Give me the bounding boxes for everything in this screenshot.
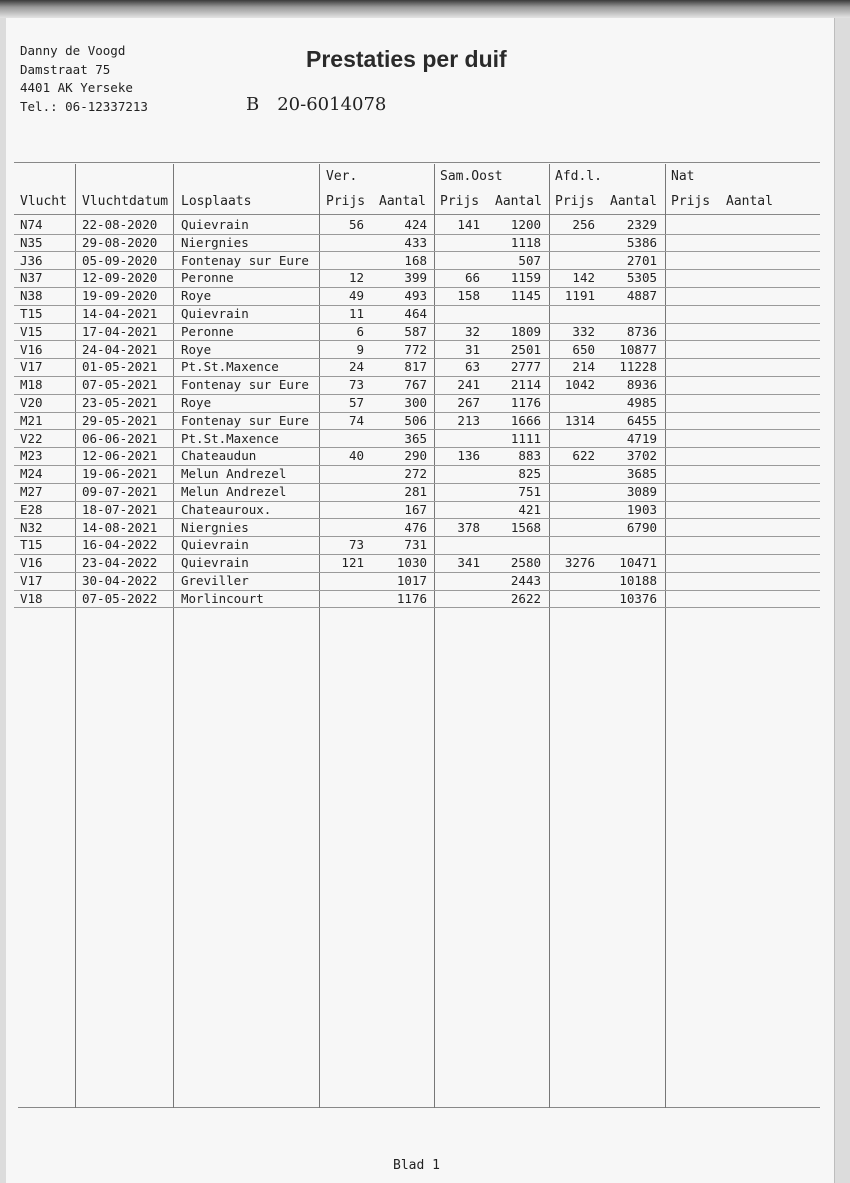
table-cell-sam-prijs: 241 — [457, 377, 480, 393]
table-cell-vlucht: N74 — [20, 217, 43, 232]
table-cell-ver-prijs: 74 — [348, 412, 364, 428]
table-cell-losplaats: Fontenay sur Eure — [181, 252, 309, 268]
table-cell-sam-prijs: 136 — [457, 448, 480, 464]
table-top-rule — [14, 162, 820, 163]
table-cell-ver-aantal: 817 — [404, 359, 427, 375]
table-cell-sam-aantal: 421 — [518, 501, 541, 517]
table-cell-datum: 29-05-2021 — [82, 412, 158, 428]
table-cell-ver-aantal: 1030 — [396, 555, 427, 571]
table-cell-datum: 24-04-2021 — [82, 341, 158, 357]
table-cell-sam-aantal: 507 — [518, 252, 541, 268]
table-cell-sam-prijs: 32 — [464, 323, 480, 339]
table-cell-ver-prijs: 57 — [348, 395, 364, 410]
page-title: Prestaties per duif — [306, 46, 507, 72]
table-cell-losplaats: Morlincourt — [181, 590, 264, 606]
header-sam-prijs: Prijs — [440, 194, 480, 209]
header-nat-aantal: Aantal — [726, 194, 773, 209]
table-cell-ver-aantal: 290 — [404, 448, 427, 464]
table-cell-ver-aantal: 464 — [404, 306, 427, 321]
table-cell-afd-prijs: 256 — [572, 217, 595, 232]
table-cell-datum: 17-04-2021 — [82, 323, 158, 339]
table-cell-vlucht: V16 — [20, 341, 43, 357]
table-cell-vlucht: V15 — [20, 323, 43, 339]
table-cell-vlucht: N38 — [20, 288, 43, 304]
table-cell-ver-aantal: 168 — [404, 252, 427, 268]
table-cell-sam-aantal: 1159 — [510, 270, 541, 286]
table-cell-losplaats: Pt.St.Maxence — [181, 430, 279, 446]
table-cell-afd-prijs: 1042 — [564, 377, 595, 393]
table-cell-sam-aantal: 2580 — [510, 555, 541, 571]
table-cell-afd-aantal: 11228 — [619, 359, 657, 375]
table-cell-afd-aantal: 5305 — [626, 270, 657, 286]
table-cell-datum: 12-06-2021 — [82, 448, 158, 464]
table-cell-datum: 14-04-2021 — [82, 306, 158, 321]
table-cell-losplaats: Peronne — [181, 323, 234, 339]
table-cell-sam-prijs: 378 — [457, 519, 480, 535]
table-cell-afd-prijs: 332 — [572, 323, 595, 339]
header-group-afd: Afd.l. — [555, 169, 602, 184]
table-cell-afd-aantal: 5386 — [626, 234, 657, 250]
table-cell-losplaats: Melun Andrezel — [181, 466, 287, 482]
table-cell-afd-aantal: 3089 — [626, 484, 657, 499]
table-cell-losplaats: Roye — [181, 395, 212, 410]
table-cell-afd-aantal: 10188 — [619, 573, 657, 588]
table-cell-ver-prijs: 12 — [348, 270, 364, 286]
table-cell-datum: 06-06-2021 — [82, 430, 158, 446]
scan-top-edge — [0, 0, 850, 18]
table-cell-afd-prijs: 1191 — [564, 288, 595, 304]
table-cell-afd-aantal: 3685 — [626, 466, 657, 482]
owner-city: 4401 AK Yerseke — [20, 80, 133, 95]
table-cell-sam-aantal: 2777 — [510, 359, 541, 375]
table-cell-losplaats: Peronne — [181, 270, 234, 286]
table-cell-afd-aantal: 6790 — [626, 519, 657, 535]
table-cell-vlucht: M23 — [20, 448, 43, 464]
table-cell-ver-prijs: 40 — [348, 448, 364, 464]
page-sheet — [6, 18, 835, 1183]
table-cell-vlucht: J36 — [20, 252, 43, 268]
table-cell-losplaats: Melun Andrezel — [181, 484, 287, 499]
table-cell-vlucht: M24 — [20, 466, 43, 482]
header-group-ver: Ver. — [326, 169, 358, 184]
table-cell-afd-aantal: 4985 — [626, 395, 657, 410]
table-cell-ver-aantal: 587 — [404, 323, 427, 339]
table-cell-sam-aantal: 1200 — [510, 217, 541, 232]
table-cell-afd-aantal: 6455 — [626, 412, 657, 428]
table-bottom-rule — [18, 1107, 820, 1108]
table-cell-afd-aantal: 2329 — [626, 217, 657, 232]
table-cell-sam-aantal: 1666 — [510, 412, 541, 428]
table-cell-datum: 05-09-2020 — [82, 252, 158, 268]
table-cell-losplaats: Fontenay sur Eure — [181, 377, 309, 393]
header-ver-aantal: Aantal — [379, 194, 426, 209]
table-cell-afd-aantal: 4719 — [626, 430, 657, 446]
header-vlucht: Vlucht — [20, 194, 67, 209]
table-cell-ver-prijs: 6 — [356, 323, 364, 339]
table-cell-ver-aantal: 506 — [404, 412, 427, 428]
table-cell-datum: 23-04-2022 — [82, 555, 158, 571]
table-cell-afd-aantal: 10471 — [619, 555, 657, 571]
table-cell-losplaats: Quievrain — [181, 555, 249, 571]
ring-number — [246, 94, 386, 115]
table-cell-ver-aantal: 772 — [404, 341, 427, 357]
header-group-samoost: Sam.Oost — [440, 169, 503, 184]
table-cell-losplaats: Niergnies — [181, 519, 249, 535]
table-cell-sam-aantal: 825 — [518, 466, 541, 482]
table-cell-sam-prijs: 141 — [457, 217, 480, 232]
table-cell-vlucht: E28 — [20, 501, 43, 517]
table-cell-afd-prijs: 3276 — [564, 555, 595, 571]
table-cell-vlucht: V20 — [20, 395, 43, 410]
table-cell-sam-aantal: 1118 — [510, 234, 541, 250]
table-cell-vlucht: T15 — [20, 537, 43, 553]
table-cell-ver-aantal: 300 — [404, 395, 427, 410]
table-cell-afd-aantal: 1903 — [626, 501, 657, 517]
table-cell-ver-aantal: 1176 — [396, 590, 427, 606]
owner-name: Danny de Voogd — [20, 43, 126, 58]
table-cell-ver-aantal: 433 — [404, 234, 427, 250]
table-cell-losplaats: Quievrain — [181, 306, 249, 321]
table-cell-sam-aantal: 1176 — [510, 395, 541, 410]
table-cell-ver-prijs: 11 — [348, 306, 364, 321]
table-cell-sam-aantal: 751 — [518, 484, 541, 499]
table-cell-losplaats: Chateauroux. — [181, 501, 272, 517]
header-afd-prijs: Prijs — [555, 194, 595, 209]
table-cell-ver-prijs: 56 — [348, 217, 364, 232]
table-cell-sam-aantal: 1111 — [510, 430, 541, 446]
table-cell-datum: 12-09-2020 — [82, 270, 158, 286]
table-cell-sam-prijs: 341 — [457, 555, 480, 571]
table-cell-datum: 07-05-2021 — [82, 377, 158, 393]
owner-street: Damstraat 75 — [20, 61, 111, 77]
table-cell-vlucht: N37 — [20, 270, 43, 286]
table-cell-datum: 07-05-2022 — [82, 590, 158, 606]
header-group-nat: Nat — [671, 169, 695, 184]
table-cell-sam-prijs: 31 — [464, 341, 480, 357]
table-cell-ver-prijs: 73 — [348, 377, 364, 393]
row-rule — [14, 607, 820, 608]
table-cell-ver-prijs: 24 — [348, 359, 364, 375]
table-cell-vlucht: V17 — [20, 573, 43, 588]
table-cell-vlucht: N32 — [20, 519, 43, 535]
table-cell-sam-aantal: 2114 — [510, 377, 541, 393]
table-cell-afd-prijs: 650 — [572, 341, 595, 357]
table-cell-losplaats: Fontenay sur Eure — [181, 412, 309, 428]
table-cell-ver-aantal: 1017 — [396, 573, 427, 588]
table-cell-datum: 19-06-2021 — [82, 466, 158, 482]
table-cell-sam-aantal: 883 — [518, 448, 541, 464]
table-cell-vlucht: M18 — [20, 377, 43, 393]
table-cell-datum: 19-09-2020 — [82, 288, 158, 304]
table-cell-sam-prijs: 213 — [457, 412, 480, 428]
table-cell-vlucht: V22 — [20, 430, 43, 446]
table-cell-ver-aantal: 167 — [404, 501, 427, 517]
table-cell-vlucht: M27 — [20, 484, 43, 499]
table-cell-sam-aantal: 1145 — [510, 288, 541, 304]
table-cell-afd-prijs: 1314 — [564, 412, 595, 428]
table-cell-datum: 30-04-2022 — [82, 573, 158, 588]
table-cell-vlucht: V17 — [20, 359, 43, 375]
header-nat-prijs: Prijs — [671, 194, 711, 209]
table-cell-datum: 29-08-2020 — [82, 234, 158, 250]
ring-prefix: B — [246, 94, 260, 115]
table-cell-datum: 01-05-2021 — [82, 359, 158, 375]
table-cell-afd-prijs: 214 — [572, 359, 595, 375]
table-cell-ver-prijs: 9 — [356, 341, 364, 357]
table-cell-sam-aantal: 2443 — [510, 573, 541, 588]
table-cell-afd-prijs: 622 — [572, 448, 595, 464]
table-cell-sam-prijs: 158 — [457, 288, 480, 304]
table-cell-sam-aantal: 2501 — [510, 341, 541, 357]
table-cell-afd-aantal: 8936 — [626, 377, 657, 393]
table-cell-afd-prijs: 142 — [572, 270, 595, 286]
table-cell-ver-aantal: 731 — [404, 537, 427, 553]
ring-id: 20-6014078 — [277, 94, 387, 115]
table-cell-vlucht: V16 — [20, 555, 43, 571]
table-cell-datum: 09-07-2021 — [82, 484, 158, 499]
table-cell-datum: 18-07-2021 — [82, 501, 158, 517]
table-cell-losplaats: Quievrain — [181, 217, 249, 232]
table-cell-vlucht: T15 — [20, 306, 43, 321]
header-losplaats: Losplaats — [181, 194, 252, 209]
table-cell-afd-aantal: 10376 — [619, 590, 657, 606]
owner-phone: Tel.: 06-12337213 — [20, 98, 148, 114]
table-cell-losplaats: Chateaudun — [181, 448, 257, 464]
table-cell-losplaats: Niergnies — [181, 234, 249, 250]
table-cell-afd-aantal: 8736 — [626, 323, 657, 339]
table-cell-ver-aantal: 281 — [404, 484, 427, 499]
owner-address — [20, 42, 148, 116]
table-cell-vlucht: V18 — [20, 590, 43, 606]
table-cell-vlucht: M21 — [20, 412, 43, 428]
table-cell-losplaats: Roye — [181, 288, 212, 304]
table-cell-ver-prijs: 73 — [348, 537, 364, 553]
table-cell-datum: 22-08-2020 — [82, 217, 158, 232]
header-ver-prijs: Prijs — [326, 194, 366, 209]
header-sam-aantal: Aantal — [495, 194, 542, 209]
table-cell-losplaats: Roye — [181, 341, 212, 357]
table-cell-losplaats: Greviller — [181, 573, 249, 588]
table-cell-ver-aantal: 399 — [404, 270, 427, 286]
page-footer: Blad 1 — [393, 1158, 440, 1173]
table-cell-datum: 14-08-2021 — [82, 519, 158, 535]
table-cell-datum: 23-05-2021 — [82, 395, 158, 410]
table-cell-sam-prijs: 267 — [457, 395, 480, 410]
table-cell-sam-aantal: 1809 — [510, 323, 541, 339]
table-cell-ver-prijs: 121 — [341, 555, 364, 571]
table-cell-ver-aantal: 767 — [404, 377, 427, 393]
table-cell-ver-aantal: 476 — [404, 519, 427, 535]
table-cell-sam-prijs: 66 — [464, 270, 480, 286]
table-cell-ver-aantal: 365 — [404, 430, 427, 446]
table-cell-afd-aantal: 10877 — [619, 341, 657, 357]
table-cell-sam-prijs: 63 — [464, 359, 480, 375]
header-afd-aantal: Aantal — [610, 194, 657, 209]
header-bottom-rule — [14, 214, 820, 215]
table-cell-afd-aantal: 3702 — [626, 448, 657, 464]
table-cell-vlucht: N35 — [20, 234, 43, 250]
table-cell-ver-prijs: 49 — [348, 288, 364, 304]
table-cell-afd-aantal: 4887 — [626, 288, 657, 304]
table-cell-losplaats: Pt.St.Maxence — [181, 359, 279, 375]
table-cell-sam-aantal: 2622 — [510, 590, 541, 606]
table-cell-datum: 16-04-2022 — [82, 537, 158, 553]
table-cell-afd-aantal: 2701 — [626, 252, 657, 268]
table-cell-losplaats: Quievrain — [181, 537, 249, 553]
table-cell-sam-aantal: 1568 — [510, 519, 541, 535]
header-vluchtdatum: Vluchtdatum — [82, 194, 169, 209]
table-cell-ver-aantal: 424 — [404, 217, 427, 232]
table-cell-ver-aantal: 493 — [404, 288, 427, 304]
table-cell-ver-aantal: 272 — [404, 466, 427, 482]
